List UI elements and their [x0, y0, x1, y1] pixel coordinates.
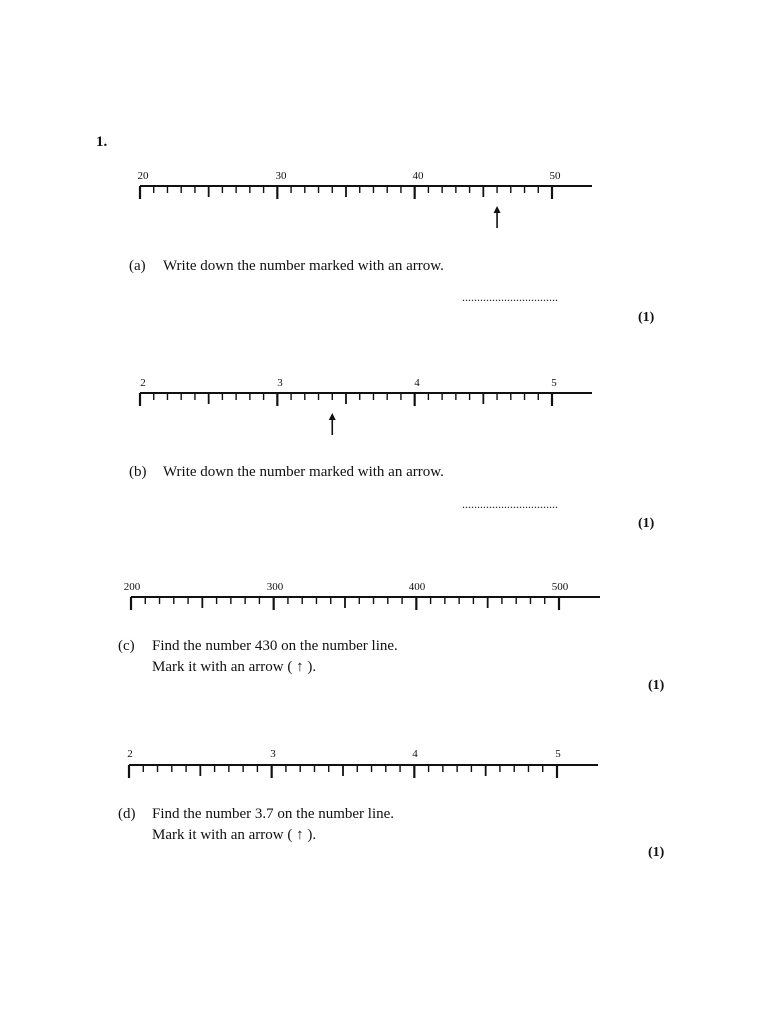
nl-b-label-1: 3 [277, 377, 283, 389]
part-b-letter: (b) [129, 464, 147, 480]
nl-c-label-0: 200 [123, 581, 141, 593]
question-number: 1. [96, 134, 108, 150]
nl-d-label-1: 3 [270, 748, 276, 760]
nl-d-label-3: 5 [555, 748, 561, 760]
part-b-text: Write down the number marked with an arrow. [163, 464, 444, 480]
nl-c-label-3: 500 [551, 581, 569, 593]
part-d-text: Find the number 3.7 on the number line. [152, 806, 395, 822]
nl-b-label-2: 4 [414, 377, 420, 389]
nl-a-label-1: 30 [275, 170, 287, 182]
part-a-text: Write down the number marked with an arrow. [163, 258, 444, 274]
part-c-text-2: Mark it with an arrow ( ↑ ). [152, 659, 317, 675]
part-d-text-2: Mark it with an arrow ( ↑ ). [152, 827, 317, 843]
nl-b-label-3: 5 [551, 377, 557, 389]
nl-a-label-2: 40 [412, 170, 424, 182]
nl-d-label-2: 4 [412, 748, 418, 760]
answer-line-a[interactable]: ................................ [462, 290, 558, 304]
nl-c-label-2: 400 [408, 581, 426, 593]
marks-c: (1) [648, 678, 665, 693]
part-c-letter: (c) [118, 638, 135, 654]
nl-a-label-3: 50 [549, 170, 561, 182]
marks-a: (1) [638, 310, 655, 325]
nl-a-label-0: 20 [137, 170, 149, 182]
part-a-letter: (a) [129, 258, 146, 274]
marks-d: (1) [648, 845, 665, 860]
part-d-letter: (d) [118, 806, 136, 822]
part-d-question [118, 804, 394, 846]
nl-d-label-0: 2 [127, 748, 133, 760]
nl-b-label-0: 2 [140, 377, 146, 389]
answer-line-b[interactable]: ................................ [462, 497, 558, 511]
marks-b: (1) [638, 516, 655, 531]
nl-c-label-1: 300 [266, 581, 284, 593]
part-c-text: Find the number 430 on the number line. [152, 638, 398, 654]
